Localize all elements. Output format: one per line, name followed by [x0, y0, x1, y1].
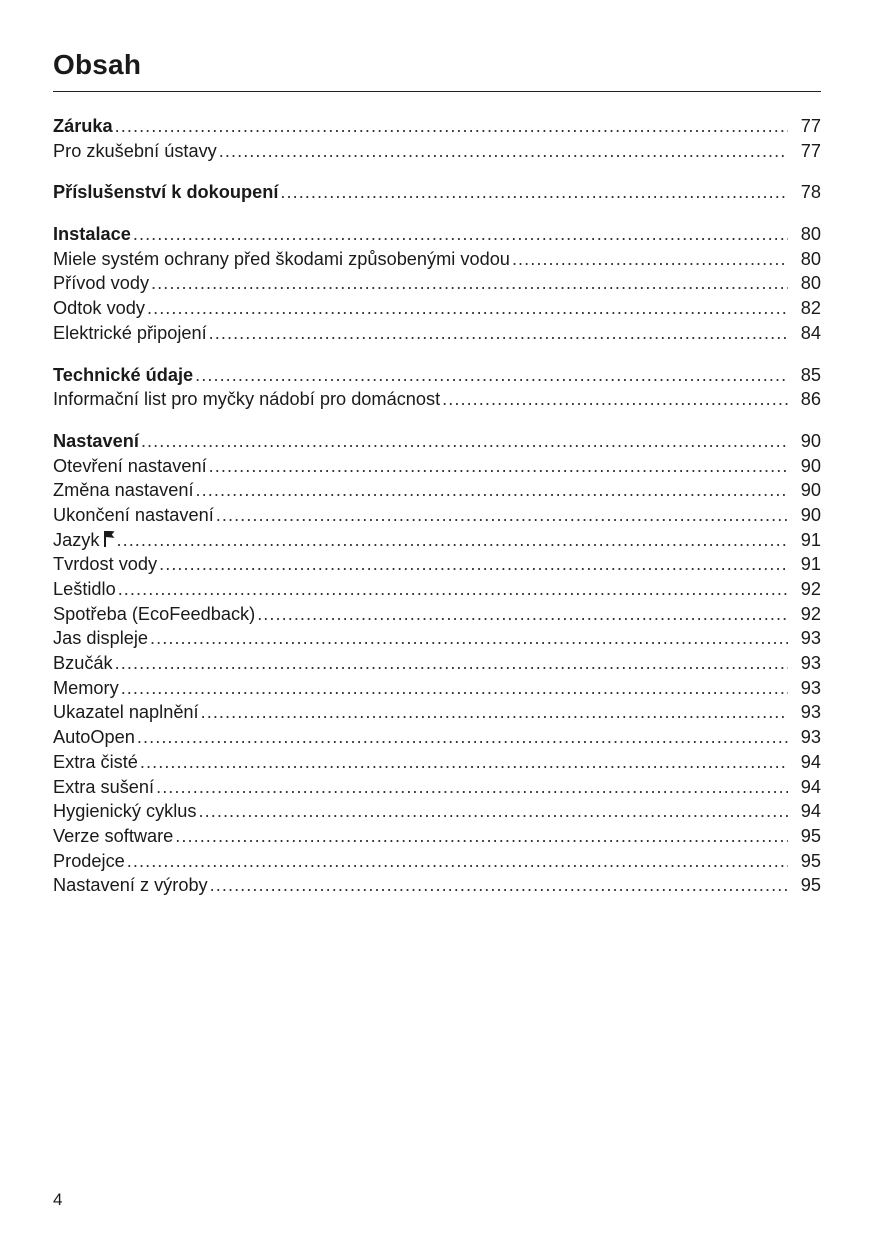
toc-entry-label	[53, 651, 113, 676]
toc-entry-page: 80	[800, 273, 821, 294]
toc-leader-dots	[196, 478, 788, 503]
toc-entry-label	[53, 321, 207, 346]
toc-entry-page: 80	[800, 224, 821, 245]
toc-entry-page: 94	[800, 801, 821, 822]
toc-entry[interactable]	[53, 222, 821, 247]
toc-entry-label	[53, 849, 125, 874]
toc-leader-dots	[141, 429, 788, 454]
toc-entry[interactable]	[53, 503, 821, 528]
toc-entry-page: 94	[800, 751, 821, 772]
toc-entry-page: 90	[800, 430, 821, 451]
toc-entry-text: Instalace	[53, 224, 131, 245]
toc-entry[interactable]	[53, 454, 821, 479]
toc-entry-text: Jazyk	[53, 529, 100, 550]
toc-entry-label	[53, 478, 194, 503]
toc-entry-text: Bzučák	[53, 653, 113, 674]
toc-entry-text: Elektrické připojení	[53, 322, 207, 343]
toc-entry-text: Jas displeje	[53, 628, 149, 649]
toc-entry[interactable]	[53, 247, 821, 272]
toc-entry-label	[53, 577, 116, 602]
toc-entry-label	[53, 296, 145, 321]
toc-leader-dots	[151, 271, 788, 296]
toc-leader-dots	[118, 577, 788, 602]
toc-entry[interactable]	[53, 321, 821, 346]
toc-entry-text: Příslušenství k dokoupení	[53, 182, 279, 203]
toc-entry-page: 95	[800, 850, 821, 871]
toc-entry[interactable]	[53, 478, 821, 503]
toc-entry-label	[53, 503, 214, 528]
toc-entry-page: 93	[800, 677, 821, 698]
toc-leader-dots	[280, 180, 788, 205]
toc-entry-page: 93	[800, 727, 821, 748]
toc-entry[interactable]	[53, 626, 821, 651]
toc-entry-label	[53, 700, 199, 725]
toc-entry-page: 94	[800, 776, 821, 797]
toc-entry[interactable]	[53, 577, 821, 602]
toc-entry[interactable]	[53, 528, 821, 553]
toc-entry[interactable]	[53, 676, 821, 701]
toc-entry-label	[53, 363, 193, 388]
toc-entry-page: 90	[800, 455, 821, 476]
toc-entry-text: Extra sušení	[53, 776, 155, 797]
toc-entry-text: Změna nastavení	[53, 480, 194, 501]
toc-entry-page: 92	[800, 603, 821, 624]
toc-leader-dots	[115, 651, 788, 676]
toc-entry[interactable]	[53, 429, 821, 454]
toc-entry-text: Odtok vody	[53, 298, 145, 319]
title-divider	[53, 91, 821, 92]
toc-entry-text: Ukončení nastavení	[53, 504, 214, 525]
toc-leader-dots	[219, 139, 788, 164]
toc-entry-label	[53, 799, 197, 824]
toc-leader-dots	[210, 873, 788, 898]
toc-entry-label	[53, 725, 135, 750]
toc-leader-dots	[216, 503, 788, 528]
table-of-contents	[53, 114, 821, 898]
toc-leader-dots	[147, 296, 788, 321]
toc-entry-label	[53, 247, 510, 272]
flag-icon	[103, 531, 115, 547]
toc-entry-page: 93	[800, 702, 821, 723]
toc-entry-text: Verze software	[53, 825, 174, 846]
toc-entry-text: Miele systém ochrany před škodami způsobenými vodou	[53, 248, 510, 269]
toc-entry[interactable]	[53, 824, 821, 849]
toc-entry-text: Nastavení z výroby	[53, 875, 208, 896]
toc-entry-label	[53, 271, 149, 296]
toc-entry-text: Technické údaje	[53, 364, 194, 385]
toc-leader-dots	[133, 222, 788, 247]
toc-entry-text: Informační list pro myčky nádobí pro domácnost	[53, 389, 441, 410]
toc-leader-dots	[512, 247, 788, 272]
toc-leader-dots	[442, 387, 788, 412]
toc-entry-label	[53, 528, 115, 553]
toc-entry-label	[53, 775, 154, 800]
toc-entry-label	[53, 602, 255, 627]
toc-entry-page: 78	[800, 182, 821, 203]
toc-entry-page: 91	[800, 554, 821, 575]
toc-entry[interactable]	[53, 387, 821, 412]
toc-entry-text: Záruka	[53, 116, 113, 136]
toc-entry[interactable]	[53, 799, 821, 824]
toc-leader-dots	[195, 363, 788, 388]
toc-entry[interactable]	[53, 849, 821, 874]
toc-entry-page: 95	[800, 875, 821, 896]
toc-leader-dots	[127, 849, 788, 874]
toc-leader-dots	[150, 626, 788, 651]
toc-entry-page: 85	[800, 364, 821, 385]
toc-entry-page: 84	[800, 322, 821, 343]
toc-leader-dots	[137, 725, 788, 750]
toc-entry[interactable]	[53, 775, 821, 800]
toc-entry-label	[53, 429, 139, 454]
toc-entry-text: Memory	[53, 677, 119, 698]
toc-entry[interactable]	[53, 602, 821, 627]
toc-entry-text: Extra čisté	[53, 751, 138, 772]
toc-entry-label	[53, 552, 157, 577]
toc-entry-label	[53, 180, 278, 205]
toc-entry-page: 90	[800, 504, 821, 525]
toc-leader-dots	[199, 799, 788, 824]
toc-entry-label	[53, 222, 131, 247]
toc-entry-label	[53, 873, 208, 898]
toc-entry-page: 82	[800, 298, 821, 319]
toc-entry-text: Ukazatel naplnění	[53, 702, 199, 723]
toc-entry-text: Leštidlo	[53, 579, 116, 599]
toc-entry[interactable]	[53, 363, 821, 388]
toc-entry[interactable]	[53, 651, 821, 676]
toc-entry-label	[53, 824, 173, 849]
toc-entry-label	[53, 750, 138, 775]
toc-entry-page: 77	[800, 116, 821, 136]
toc-leader-dots	[209, 321, 788, 346]
toc-leader-dots	[209, 454, 788, 479]
toc-entry[interactable]	[53, 552, 821, 577]
toc-entry-text: Prodejce	[53, 850, 125, 871]
toc-entry-page: 77	[800, 140, 821, 161]
page-title: Obsah	[53, 49, 142, 80]
toc-entry-page: 80	[800, 248, 821, 269]
toc-leader-dots	[117, 528, 789, 553]
toc-entry[interactable]	[53, 750, 821, 775]
toc-entry[interactable]	[53, 725, 821, 750]
toc-entry-text: Pro zkušební ústavy	[53, 140, 217, 161]
toc-entry-page: 93	[800, 653, 821, 674]
toc-leader-dots	[156, 775, 788, 800]
toc-entry[interactable]	[53, 180, 821, 205]
toc-entry-label	[53, 676, 119, 701]
toc-entry-page: 93	[800, 628, 821, 649]
toc-entry-text: AutoOpen	[53, 727, 135, 748]
toc-entry-label	[53, 454, 207, 479]
toc-entry-text: Hygienický cyklus	[53, 801, 197, 822]
toc-entry-label	[53, 387, 440, 412]
toc-leader-dots	[115, 114, 788, 139]
toc-leader-dots	[121, 676, 788, 701]
toc-entry-page: 95	[800, 825, 821, 846]
toc-leader-dots	[175, 824, 788, 849]
toc-entry-page: 92	[800, 579, 821, 599]
toc-entry[interactable]	[53, 296, 821, 321]
toc-entry[interactable]	[53, 139, 821, 164]
toc-leader-dots	[159, 552, 788, 577]
toc-leader-dots	[201, 700, 788, 725]
toc-entry[interactable]	[53, 873, 821, 898]
toc-entry-page: 86	[800, 389, 821, 410]
toc-entry[interactable]	[53, 114, 821, 139]
toc-entry-text: Spotřeba (EcoFeedback)	[53, 603, 256, 624]
toc-leader-dots	[140, 750, 788, 775]
toc-entry-text: Nastavení	[53, 430, 139, 451]
toc-entry-label	[53, 139, 217, 164]
toc-entry-text: Přívod vody	[53, 273, 150, 294]
page-number: 4	[53, 1190, 63, 1209]
toc-entry-page: 90	[800, 480, 821, 501]
toc-entry-page: 91	[800, 529, 821, 550]
toc-entry[interactable]	[53, 271, 821, 296]
toc-entry-label	[53, 114, 113, 139]
toc-entry-label	[53, 626, 148, 651]
toc-entry-text: Tvrdost vody	[53, 554, 158, 575]
toc-leader-dots	[257, 602, 788, 627]
toc-entry-text: Otevření nastavení	[53, 455, 207, 476]
toc-entry[interactable]	[53, 700, 821, 725]
